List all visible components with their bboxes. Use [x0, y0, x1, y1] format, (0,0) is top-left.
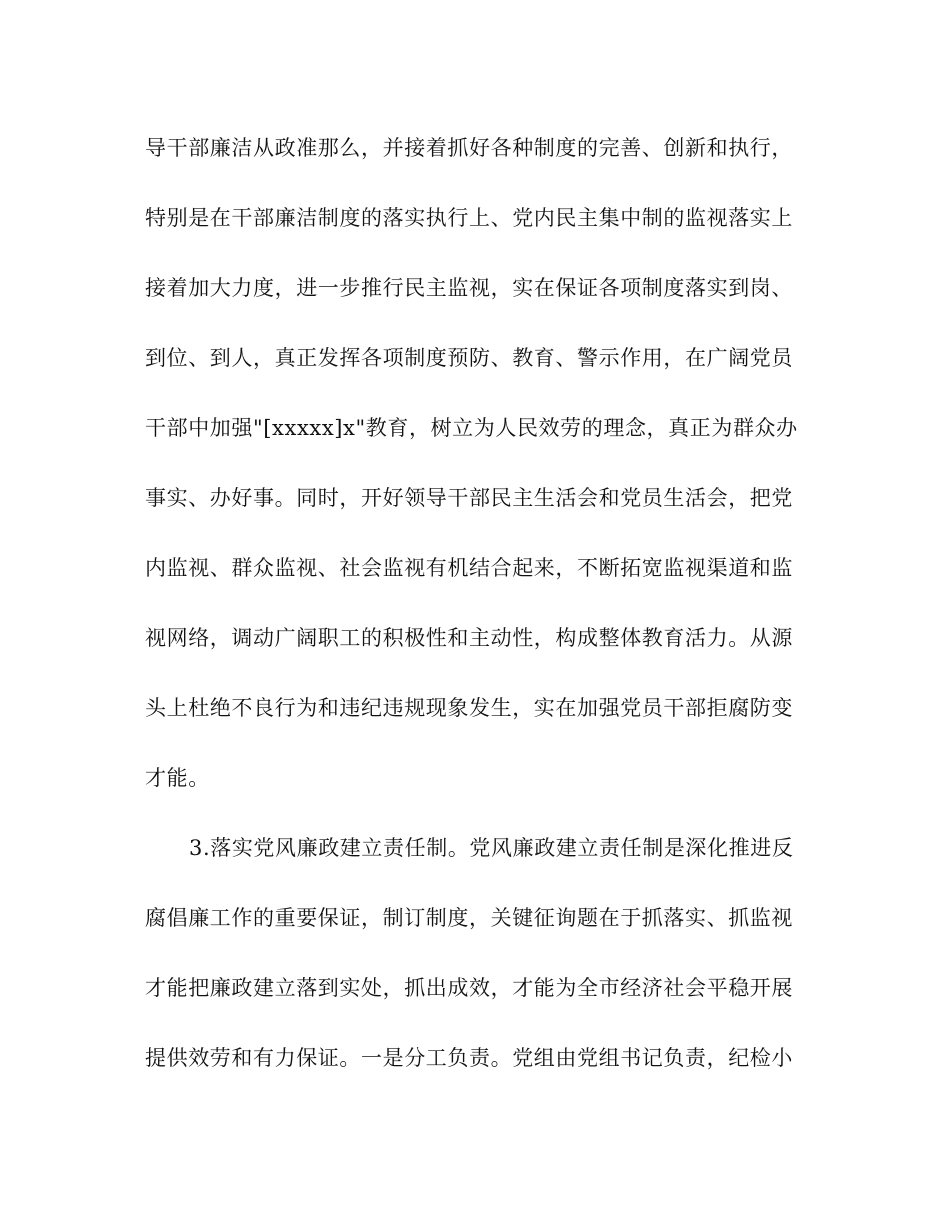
text-line: 头上杜绝不良行为和违纪违规现象发生，实在加强党员干部拒腐防变	[145, 696, 793, 720]
section-3-heading-line: 3.落实党风廉政建立责任制。党风廉政建立责任制是深化推进反	[189, 836, 794, 860]
text-line: 干部中加强"[xxxxx]x"教育，树立为人民效劳的理念，真正为群众办	[145, 416, 798, 440]
text-line: 接着加大力度，进一步推行民主监视，实在保证各项制度落实到岗、	[145, 276, 793, 300]
text-line: 提供效劳和有力保证。一是分工负责。党组由党组书记负责，纪检小	[145, 1046, 793, 1070]
text-line: 视网络，调动广阔职工的积极性和主动性，构成整体教育活力。从源	[145, 626, 793, 650]
text-line: 腐倡廉工作的重要保证，制订制度，关键征询题在于抓落实、抓监视	[145, 906, 793, 930]
text-line: 特别是在干部廉洁制度的落实执行上、党内民主集中制的监视落实上	[145, 206, 793, 230]
text-line: 内监视、群众监视、社会监视有机结合起来，不断拓宽监视渠道和监	[145, 556, 793, 580]
text-line: 导干部廉洁从政准那么，并接着抓好各种制度的完善、创新和执行，	[145, 136, 793, 160]
text-line: 事实、办好事。同时，开好领导干部民主生活会和党员生活会，把党	[145, 486, 793, 510]
text-line: 才能把廉政建立落到实处，抓出成效，才能为全市经济社会平稳开展	[145, 976, 793, 1000]
text-line: 才能。	[145, 766, 210, 790]
text-line: 到位、到人，真正发挥各项制度预防、教育、警示作用，在广阔党员	[145, 346, 793, 370]
